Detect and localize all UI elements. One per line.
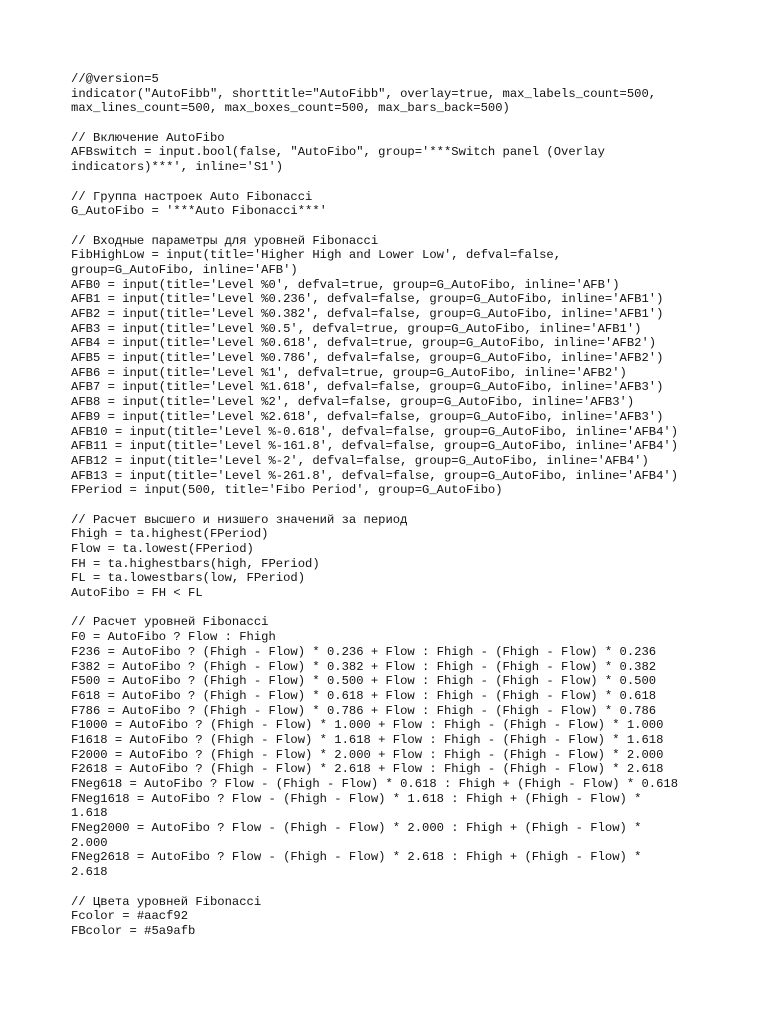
code-line: AFB5 = input(title='Level %0.786', defval=false, group=G_AutoFibo, inline='AFB2') — [71, 351, 664, 366]
code-line: F1618 = AutoFibo ? (Fhigh - Flow) * 1.618 + Flow : Fhigh - (Fhigh - Flow) * 1.618 — [71, 732, 664, 747]
code-line: F236 = AutoFibo ? (Fhigh - Flow) * 0.236 + Flow : Fhigh - (Fhigh - Flow) * 0.236 — [71, 644, 657, 659]
code-line: indicator("AutoFibb", shorttitle="AutoFibb", overlay=true, max_labels_count=500, — [71, 86, 657, 101]
code-line: 1.618 — [71, 806, 108, 821]
code-line: F1000 = AutoFibo ? (Fhigh - Flow) * 1.000 + Flow : Fhigh - (Fhigh - Flow) * 1.000 — [71, 718, 664, 733]
code-line: Fcolor = #aacf92 — [71, 909, 189, 924]
code-line: AFB1 = input(title='Level %0.236', defval=false, group=G_AutoFibo, inline='AFB1') — [71, 292, 664, 307]
code-line: AFB4 = input(title='Level %0.618', defval=true, group=G_AutoFibo, inline='AFB2') — [71, 336, 657, 351]
code-line: FNeg2000 = AutoFibo ? Flow - (Fhigh - Flow) * 2.000 : Fhigh + (Fhigh - Flow) * — [71, 821, 642, 836]
code-line: FNeg1618 = AutoFibo ? Flow - (Fhigh - Flow) * 1.618 : Fhigh + (Fhigh - Flow) * — [71, 791, 642, 806]
code-line: AFB9 = input(title='Level %2.618', defval=false, group=G_AutoFibo, inline='AFB3') — [71, 409, 664, 424]
code-line: max_lines_count=500, max_boxes_count=500, max_bars_back=500) — [71, 101, 510, 116]
code-line: 2.000 — [71, 835, 108, 850]
code-line: AFB12 = input(title='Level %-2', defval=false, group=G_AutoFibo, inline='AFB4') — [71, 453, 649, 468]
blank-line — [71, 116, 751, 131]
code-comment-line: // Группа настроек Auto Fibonacci — [71, 189, 313, 204]
code-document — [71, 72, 751, 939]
code-line: AFB3 = input(title='Level %0.5', defval=true, group=G_AutoFibo, inline='AFB1') — [71, 321, 642, 336]
code-comment-line: // Расчет высшего и низшего значений за период — [71, 512, 408, 527]
code-line: FBcolor = #5a9afb — [71, 923, 196, 938]
code-line: AFB11 = input(title='Level %-161.8', defval=false, group=G_AutoFibo, inline='AFB4') — [71, 439, 679, 454]
blank-line — [71, 880, 751, 895]
code-line: group=G_AutoFibo, inline='AFB') — [71, 262, 298, 277]
code-line: AFB2 = input(title='Level %0.382', defval=false, group=G_AutoFibo, inline='AFB1') — [71, 307, 664, 321]
code-line: F500 = AutoFibo ? (Fhigh - Flow) * 0.500 + Flow : Fhigh - (Fhigh - Flow) * 0.500 — [71, 674, 657, 689]
code-line: FibHighLow = input(title='Higher High and Lower Low', defval=false, — [71, 248, 562, 263]
blank-line — [71, 175, 751, 190]
code-line: Flow = ta.lowest(FPeriod) — [71, 542, 254, 556]
code-line: FH = ta.highestbars(high, FPeriod) — [71, 556, 320, 571]
code-line: 2.618 — [71, 865, 108, 880]
code-line: AFB10 = input(title='Level %-0.618', defval=false, group=G_AutoFibo, inline='AFB4') — [71, 424, 679, 439]
code-line: FNeg618 = AutoFibo ? Flow - (Fhigh - Flow) * 0.618 : Fhigh + (Fhigh - Flow) * 0.618 — [71, 777, 679, 791]
code-line: F786 = AutoFibo ? (Fhigh - Flow) * 0.786 + Flow : Fhigh - (Fhigh - Flow) * 0.786 — [71, 703, 657, 718]
code-line: F618 = AutoFibo ? (Fhigh - Flow) * 0.618 + Flow : Fhigh - (Fhigh - Flow) * 0.618 — [71, 688, 657, 703]
code-line: FNeg2618 = AutoFibo ? Flow - (Fhigh - Flow) * 2.618 : Fhigh + (Fhigh - Flow) * — [71, 850, 642, 865]
code-comment-line: // Цвета уровней Fibonacci — [71, 894, 262, 909]
code-line: AFBswitch = input.bool(false, "AutoFibo", group='***Switch panel (Overlay — [71, 145, 605, 160]
code-line: AFB0 = input(title='Level %0', defval=true, group=G_AutoFibo, inline='AFB') — [71, 277, 620, 292]
code-line: AFB8 = input(title='Level %2', defval=false, group=G_AutoFibo, inline='AFB3') — [71, 395, 635, 410]
code-line: AFB7 = input(title='Level %1.618', defval=false, group=G_AutoFibo, inline='AFB3') — [71, 380, 664, 395]
code-line: F2618 = AutoFibo ? (Fhigh - Flow) * 2.618 + Flow : Fhigh - (Fhigh - Flow) * 2.618 — [71, 762, 664, 777]
code-comment-line: //@version=5 — [71, 72, 159, 86]
code-line: AFB6 = input(title='Level %1', defval=true, group=G_AutoFibo, inline='AFB2') — [71, 365, 627, 380]
blank-line — [71, 498, 751, 513]
code-comment-line: // Расчет уровней Fibonacci — [71, 615, 269, 630]
code-line: indicators)***', inline='S1') — [71, 160, 284, 175]
blank-line — [71, 219, 751, 234]
code-line: Fhigh = ta.highest(FPeriod) — [71, 527, 269, 542]
code-line: F382 = AutoFibo ? (Fhigh - Flow) * 0.382 + Flow : Fhigh - (Fhigh - Flow) * 0.382 — [71, 659, 657, 674]
code-line: F2000 = AutoFibo ? (Fhigh - Flow) * 2.000 + Flow : Fhigh - (Fhigh - Flow) * 2.000 — [71, 747, 664, 762]
code-line: G_AutoFibo = '***Auto Fibonacci***' — [71, 204, 327, 219]
blank-line — [71, 601, 751, 616]
code-line: FPeriod = input(500, title='Fibo Period', group=G_AutoFibo) — [71, 483, 503, 498]
code-line: FL = ta.lowestbars(low, FPeriod) — [71, 571, 306, 586]
code-comment-line: // Входные параметры для уровней Fibonacci — [71, 233, 379, 248]
code-line: F0 = AutoFibo ? Flow : Fhigh — [71, 630, 276, 645]
code-line: AFB13 = input(title='Level %-261.8', defval=false, group=G_AutoFibo, inline='AFB4') — [71, 468, 679, 483]
code-line: AutoFibo = FH < FL — [71, 586, 203, 601]
code-comment-line: // Включение AutoFibo — [71, 130, 225, 145]
